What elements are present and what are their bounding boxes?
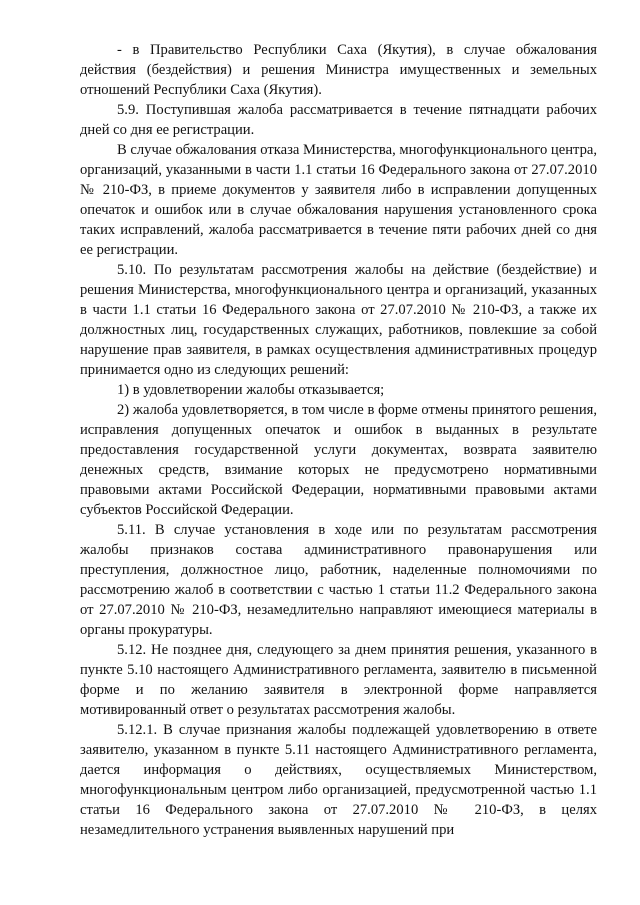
document-body xyxy=(80,40,597,840)
paragraph-decision-2: 2) жалоба удовлетворяется, в том числе в форме отмены принятого решения, исправления допущенных опечаток и ошибок в выданных в результате предоставления государственной услуги документах, возврата заявителю денежных средств, взимание которых не предусмотрено нормативными правовыми актами Российской Федерации, нормативными правовыми актами субъектов Российской Федерации. xyxy=(80,402,597,518)
paragraph-government-appeal: - в Правительство Республики Саха (Якутия), в случае обжалования действия (бездействия) и решения Министра имущественных и земельных отношений Республики Саха (Якутия). xyxy=(80,42,597,98)
paragraph-5-10: 5.10. По результатам рассмотрения жалобы на действие (бездействие) и решения Министерства, многофункционального центра и организаций, указанных в части 1.1 статьи 16 Федерального закона от 27.07.2010 № 210-ФЗ, а также их должностных лиц, государственных служащих, работников, повлекшие за собой нарушение прав заявителя, в рамках осуществления административных процедур принимается одно из следующих решений: xyxy=(80,262,597,378)
paragraph-decision-1: 1) в удовлетворении жалобы отказывается; xyxy=(117,382,385,398)
paragraph-5-12-1: 5.12.1. В случае признания жалобы подлежащей удовлетворению в ответе заявителю, указанном в пункте 5.11 настоящего Административного регламента, дается информация о действиях, осуществляемых Министерством, многофункциональным центром либо организацией, предусмотренной частью 1.1 статьи 16 Федерального закона от 27.07.2010 № 210-ФЗ, в целях незамедлительного устранения выявленных нарушений при xyxy=(80,722,597,838)
paragraph-5-9: 5.9. Поступившая жалоба рассматривается в течение пятнадцати рабочих дней со дня ее регистрации. xyxy=(80,102,597,138)
paragraph-5-12: 5.12. Не позднее дня, следующего за днем принятия решения, указанного в пункте 5.10 настоящего Административного регламента, заявителю в письменной форме и по желанию заявителя в электронной форме направляется мотивированный ответ о результатах рассмотрения жалобы. xyxy=(80,642,597,718)
paragraph-5-11: 5.11. В случае установления в ходе или по результатам рассмотрения жалобы признаков состава административного правонарушения или преступления, должностное лицо, работник, наделенные полномочиями по рассмотрению жалоб в соответствии с частью 1 статьи 11.2 Федерального закона от 27.07.2010 № 210-ФЗ, незамедлительно направляют имеющиеся материалы в органы прокуратуры. xyxy=(80,522,597,638)
paragraph-refusal-appeal: В случае обжалования отказа Министерства, многофункционального центра, организаций, указанными в части 1.1 статьи 16 Федерального закона от 27.07.2010 № 210-ФЗ, в приеме документов у заявителя либо в исправлении допущенных опечаток и ошибок или в случае обжалования нарушения установленного срока таких исправлений, жалоба рассматривается в течение пяти рабочих дней со дня ее регистрации. xyxy=(80,142,597,258)
